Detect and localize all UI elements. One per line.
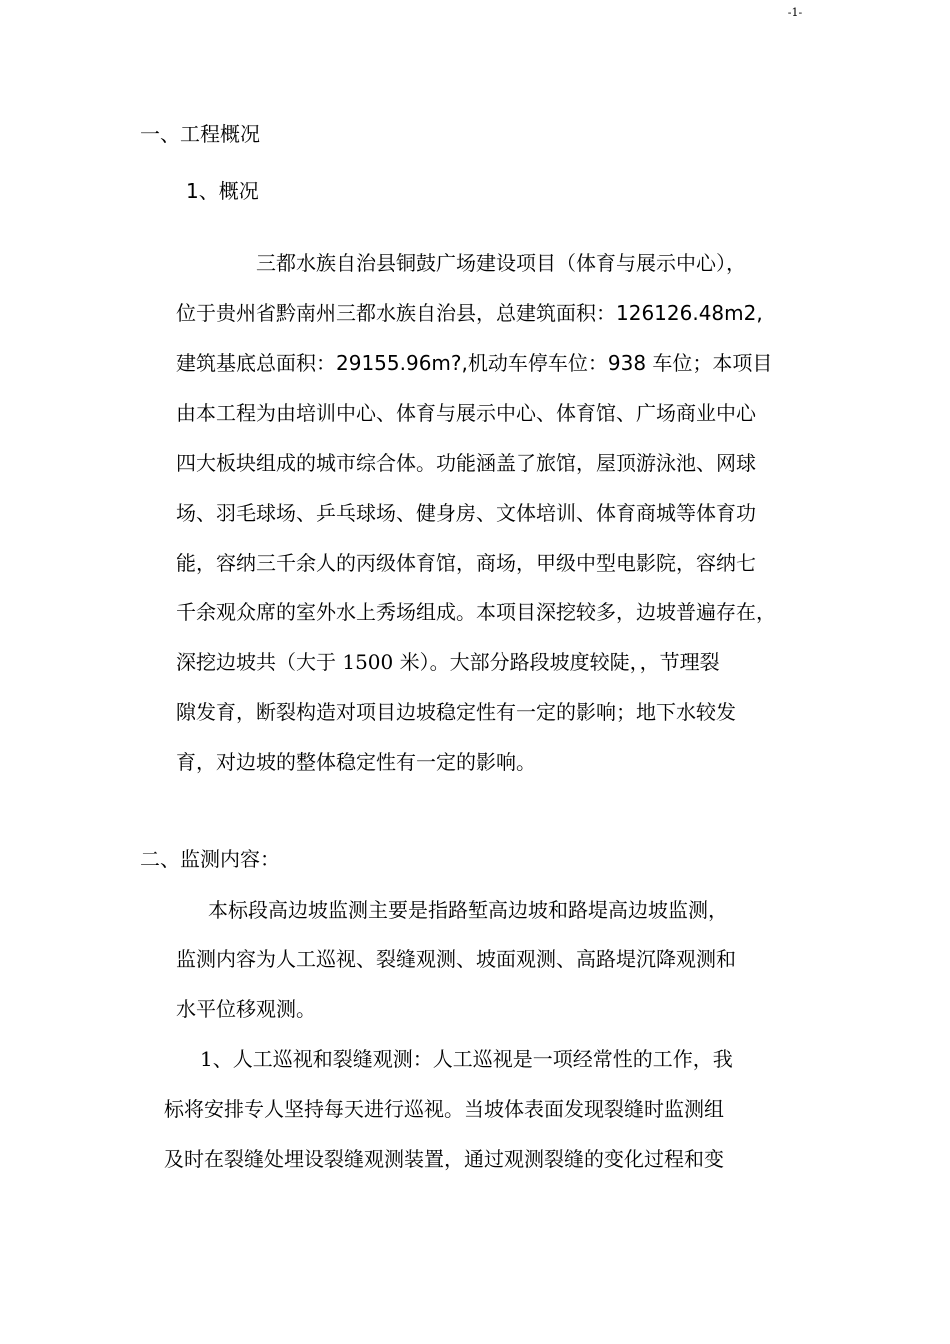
paragraph-line: 育，对边坡的整体稳定性有一定的影响。 — [176, 750, 536, 774]
paragraph-line: 建筑基底总面积：29155.96m?,机动车停车位：938 车位；本项目 — [176, 351, 773, 375]
paragraph-line: 隙发育，断裂构造对项目边坡稳定性有一定的影响；地下水较发 — [176, 700, 736, 724]
paragraph-segment: 本项目深挖较多，边坡普遍存在， — [476, 600, 776, 624]
paragraph-line: 场、羽毛球场、乒乓球场、健身房、文体培训、体育商城等体育功 — [176, 501, 756, 525]
paragraph-line: 由本工程为由培训中心、体育与展示中心、体育馆、广场商业中心 — [176, 401, 756, 425]
paragraph-line: 三都水族自治县铜鼓广场建设项目（体育与展示中心）， — [256, 251, 746, 275]
paragraph-line: 能，容纳三千余人的丙级体育馆，商场，甲级中型电影院，容纳七 — [176, 551, 756, 575]
paragraph-line: 四大板块组成的城市综合体。功能涵盖了旅馆，屋顶游泳池、网球 — [176, 451, 756, 475]
section-heading-overview: 一、工程概况 — [140, 122, 260, 146]
paragraph-line: 标将安排专人坚持每天进行巡视。当坡体表面发现裂缝时监测组 — [164, 1097, 724, 1121]
paragraph-segment: 千余观众席的室外水上秀场组成。 — [176, 600, 476, 624]
paragraph-line: 水平位移观测。 — [176, 997, 316, 1021]
paragraph-line: 监测内容为人工巡视、裂缝观测、坡面观测、高路堤沉降观测和 — [176, 947, 736, 971]
paragraph-line: 本标段高边坡监测主要是指路堑高边坡和路堤高边坡监测， — [208, 898, 728, 922]
page-number: -1- — [787, 6, 803, 19]
paragraph-line: 位于贵州省黔南州三都水族自治县，总建筑面积：126126.48m2, — [176, 301, 763, 325]
subsection-heading-overview: 1、概况 — [186, 179, 259, 203]
section-heading-monitoring: 二、监测内容： — [140, 847, 280, 871]
paragraph-line: 及时在裂缝处埋设裂缝观测装置，通过观测裂缝的变化过程和变 — [164, 1147, 724, 1171]
paragraph-line: 1、人工巡视和裂缝观测：人工巡视是一项经常性的工作，我 — [200, 1047, 733, 1071]
paragraph-line: 深挖边坡共（大于 1500 米）。大部分路段坡度较陡，，节理裂 — [176, 650, 720, 674]
paragraph-line-mixed — [176, 599, 776, 625]
